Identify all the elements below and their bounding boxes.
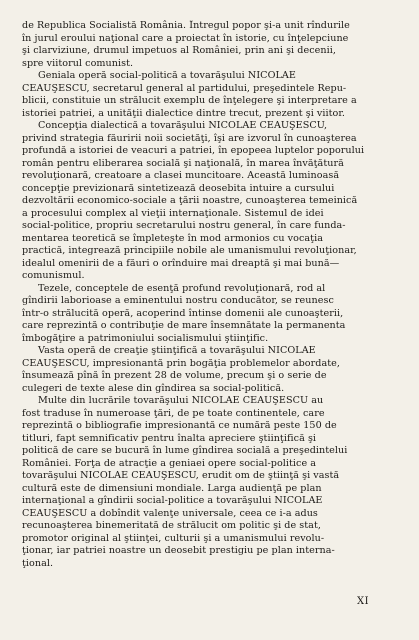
text-line: Concepţia dialectică a tovarăşului NICOLAE CEAUŞESCU, — [38, 120, 328, 131]
text-line: fost traduse în numeroase ţări, de pe toate continentele, care — [22, 407, 325, 419]
text-line: României. Forţa de atracţie a geniaei opere social-politice a — [22, 457, 317, 469]
text-line: comunismul. — [22, 270, 85, 281]
text-line: profundă a istoriei de veacuri a patriei, în epopeea luptelor poporului — [22, 145, 365, 156]
text-line: tovarăşului NICOLAE CEAUŞESCU, erudit om de ştiinţă şi vastă — [22, 470, 340, 481]
text-line: istoriei patriei, a unităţii dialectice dintre trecut, prezent şi viitor. — [22, 107, 346, 119]
text-line: CEAUŞESCU, impresionantă prin bogăţia problemelor abordate, — [22, 357, 340, 369]
text-line: social-politice, propriu secretarului nostru general, în care funda- — [22, 220, 346, 231]
text-line: titluri, fapt semnificativ pentru înalta apreciere ştiinţifică şi — [22, 432, 317, 444]
text-line: promotor original al ştiinţei, culturii şi a umanismului revolu- — [22, 532, 325, 544]
page-number: XI — [357, 596, 370, 607]
text-line: într-o strălucită operă, acoperind întinse domenii ale cunoaşterii, — [22, 307, 344, 319]
text-line: în jurul eroului naţional care a proiectat în istorie, cu înţelepciune — [22, 32, 349, 44]
text-line: care reprezintă o contribuţie de mare însemnătate la permanenta — [22, 320, 346, 331]
text-line: practică, integrează principiile nobile ale umanismului revoluţionar, — [22, 245, 357, 256]
text-line: internaţional a gîndirii social-politice a tovarăşului NICOLAE — [22, 495, 323, 506]
text-line: politică de care se bucură în lume gîndirea socială a preşedintelui — [22, 445, 348, 456]
text-line: ţional. — [22, 557, 54, 569]
text-line: îmbogăţire a patrimoniului socialismului ştiinţific. — [22, 332, 269, 344]
text-line: CEAUŞESCU, secretarul general al partidului, preşedintele Repu- — [22, 82, 347, 94]
text-line: idealul omenirii de a făuri o orînduire mai dreaptă şi mai bună— — [22, 257, 340, 269]
text-line: mentarea teoretică se împleteşte în mod armonios cu vocaţia — [22, 232, 323, 244]
text-line: şi clarviziune, drumul impetuos al României, prin ani şi decenii, — [22, 45, 336, 56]
text-line: privind strategia făuririi noii societăţi, îşi are izvorul în cunoaşterea — [22, 132, 357, 144]
text-line: gîndirii laborioase a eminentului nostru conducător, se reunesc — [22, 295, 334, 306]
text-line: revoluţionară, creatoare a clasei muncitoare. Această luminoasă — [22, 170, 340, 181]
text-line: culegeri de texte alese din gîndirea sa social-politică. — [22, 382, 285, 394]
text-line: român pentru eliberarea socială şi naţională, în marea învăţătură — [22, 157, 344, 169]
text-line: cultură este de dimensiuni mondiale. Larga audienţă pe plan — [22, 482, 322, 494]
text-line: recunoaşterea binemeritată de strălucit om politic şi de stat, — [22, 520, 321, 531]
text-line: reprezintă o bibliografie impresionantă ce numără peste 150 de — [22, 420, 337, 431]
text-line: însumează pînă în prezent 28 de volume, precum şi o serie de — [22, 370, 327, 381]
body-text — [22, 20, 390, 570]
text-line: Geniala operă social-politică a tovarăşului NICOLAE — [38, 70, 296, 81]
text-line: Multe din lucrările tovarăşului NICOLAE CEAUŞESCU au — [38, 395, 324, 406]
text-line: CEAUŞESCU a dobîndit valenţe universale, ceea ce i-a adus — [22, 507, 318, 519]
text-line: concepţie previzionară sintetizează deosebita intuire a cursului — [22, 182, 335, 194]
text-line: ţionar, iar patriei noastre un deosebit prestigiu pe plan interna- — [22, 545, 335, 556]
text-line: spre viitorul comunist. — [22, 57, 134, 69]
text-line: dezvoltării economico-sociale a ţării noastre, cunoaşterea temeinică — [22, 195, 358, 206]
text-line: blicii, constituie un strălucit exemplu de înţelegere şi interpretare a — [22, 95, 357, 106]
text-line: de Republica Socialistă România. Întregul popor şi-a unit rîndurile — [22, 20, 350, 31]
text-line: a procesului complex al vieţii internaţionale. Sistemul de idei — [22, 207, 324, 219]
text-line: Tezele, conceptele de esenţă profund revoluţionară, rod al — [38, 282, 326, 294]
text-line: Vasta operă de creaţie ştiinţifică a tovarăşului NICOLAE — [38, 345, 316, 356]
